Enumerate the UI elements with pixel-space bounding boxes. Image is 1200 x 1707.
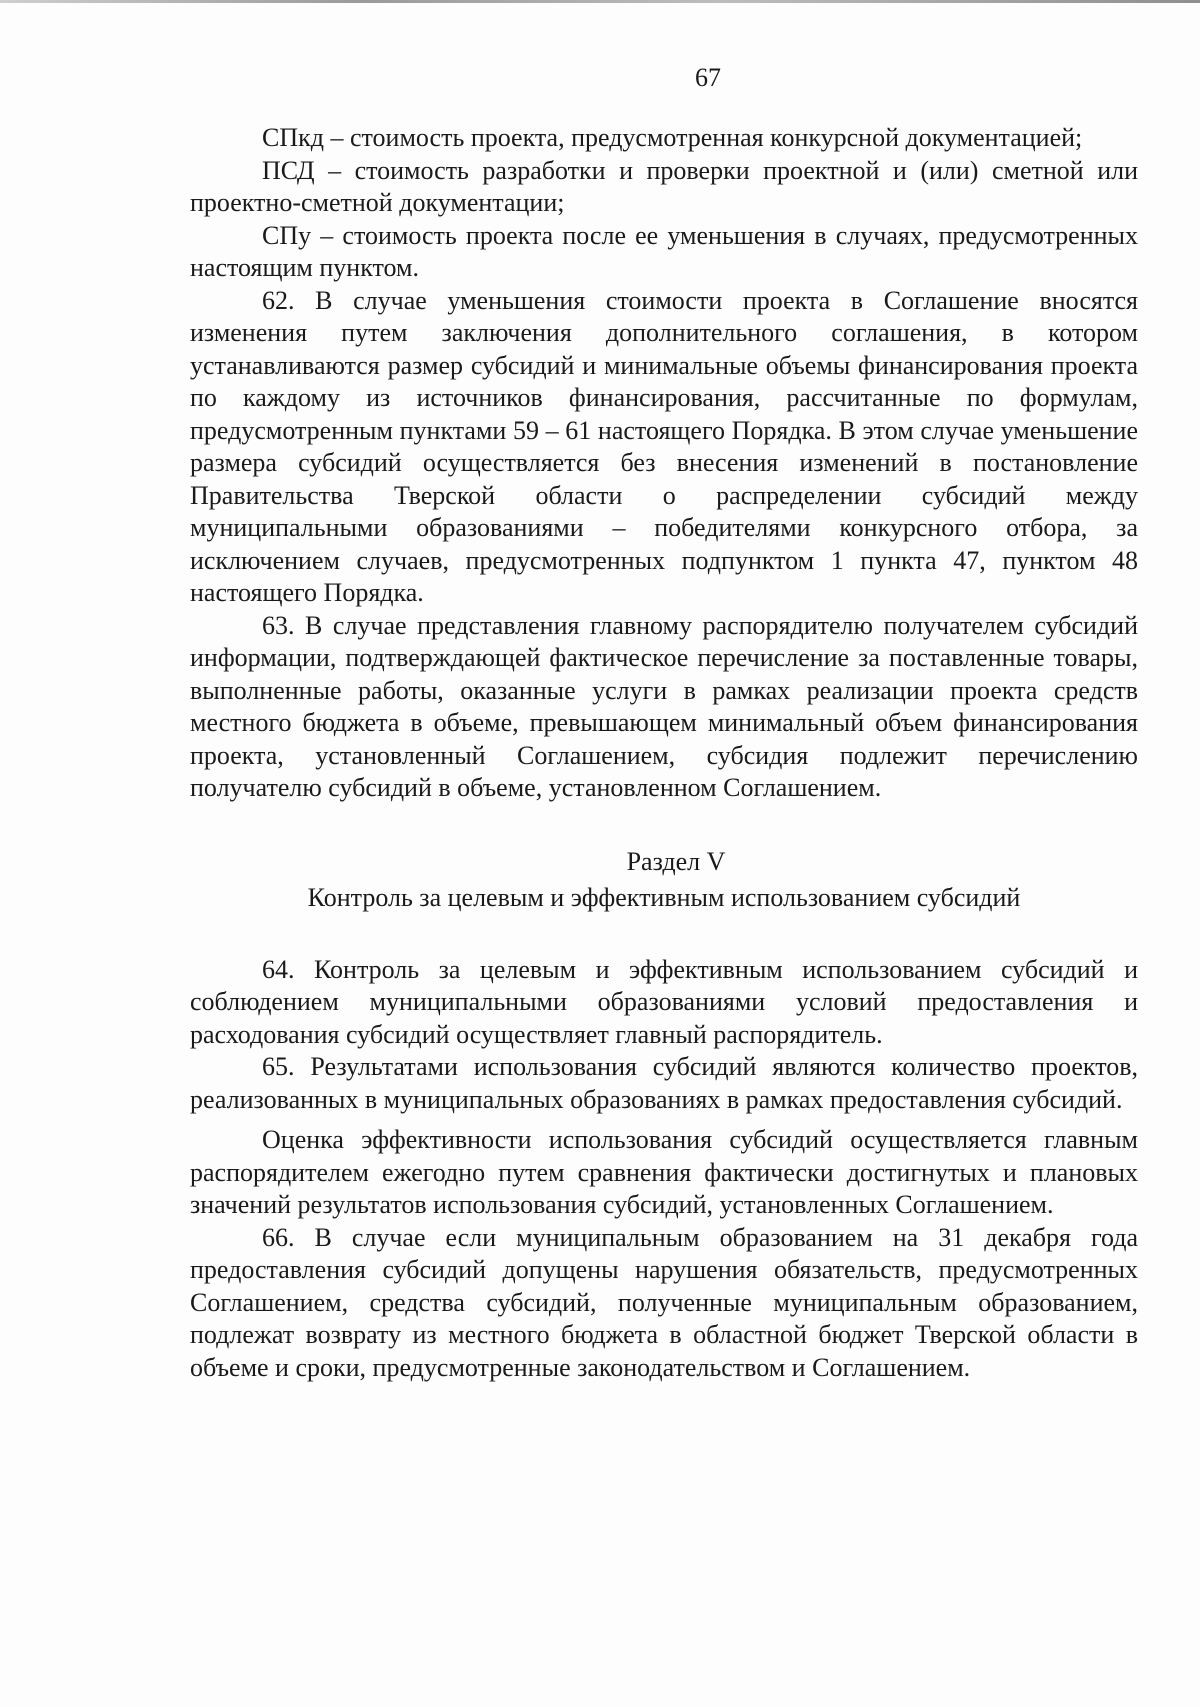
section-subtitle: Контроль за целевым и эффективным использованием субсидий <box>307 882 1021 912</box>
scan-top-edge <box>0 0 1200 3</box>
paragraph-gap <box>190 1116 1138 1124</box>
definition-spu: СПу – стоимость проекта после ее уменьшения в случаях, предусмотренных настоящим пунктом. <box>190 220 1138 282</box>
definition-psd: ПСД – стоимость разработки и проверки проектной и (или) сметной или проектно-сметной документации; <box>190 155 1138 217</box>
clause-64: 64. Контроль за целевым и эффективным использованием субсидий и соблюдением муниципальными образованиями условий предоставления и расходования субсидий осуществляет главный распорядитель. <box>190 954 1138 1049</box>
evaluation-paragraph: Оценка эффективности использования субсидий осуществляется главным распорядителем ежегодно путем сравнения фактически достигнутых и плановых значений результатов использования субсидий, установленных Соглашением. <box>190 1125 1138 1219</box>
clause-66: 66. В случае если муниципальным образованием на 31 декабря года предоставления субсидий допущены нарушения обязательств, предусмотренных Соглашением, средства субсидий, полученные муниципальным образованием, подлежат возврату из местного бюджета в областной бюджет Тверской области в объеме и сроки, предусмотренные законодательством и Соглашением. <box>190 1222 1138 1382</box>
document-body <box>190 62 1138 1384</box>
clause-63: 63. В случае представления главному распорядителю получателем субсидий информации, подтверждающей фактическое перечисление за поставленные товары, выполненные работы, оказанные услуги в рамках реализации проекта средств местного бюджета в объеме, превышающем минимальный объем финансирования проекта, установленный Соглашением, субсидия подлежит перечислению получателю субсидий в объеме, установленном Соглашением. <box>190 610 1138 802</box>
section-title: Раздел V <box>626 846 726 876</box>
page-number: 67 <box>695 63 721 92</box>
definition-spkd: СПкд – стоимость проекта, предусмотренная конкурсной документацией; <box>262 123 1083 152</box>
clause-62: 62. В случае уменьшения стоимости проекта в Соглашение вносятся изменения путем заключения дополнительного соглашения, в котором устанавливаются размер субсидий и минимальные объемы финансирования проекта по каждому из источников финансирования, рассчитанные по формулам, предусмотренным пунктами 59 – 61 настоящего Порядка. В этом случае уменьшение размера субсидий осуществляется без внесения изменений в постановление Правительства Тверской области о распределении субсидий между муниципальными образованиями – победителями конкурсного отбора, за исключением случаев, предусмотренных подпунктом 1 пункта 47, пунктом 48 настоящего Порядка. <box>190 285 1138 607</box>
clause-65: 65. Результатами использования субсидий являются количество проектов, реализованных в муниципальных образованиях в рамках предоставления субсидий. <box>190 1052 1138 1114</box>
